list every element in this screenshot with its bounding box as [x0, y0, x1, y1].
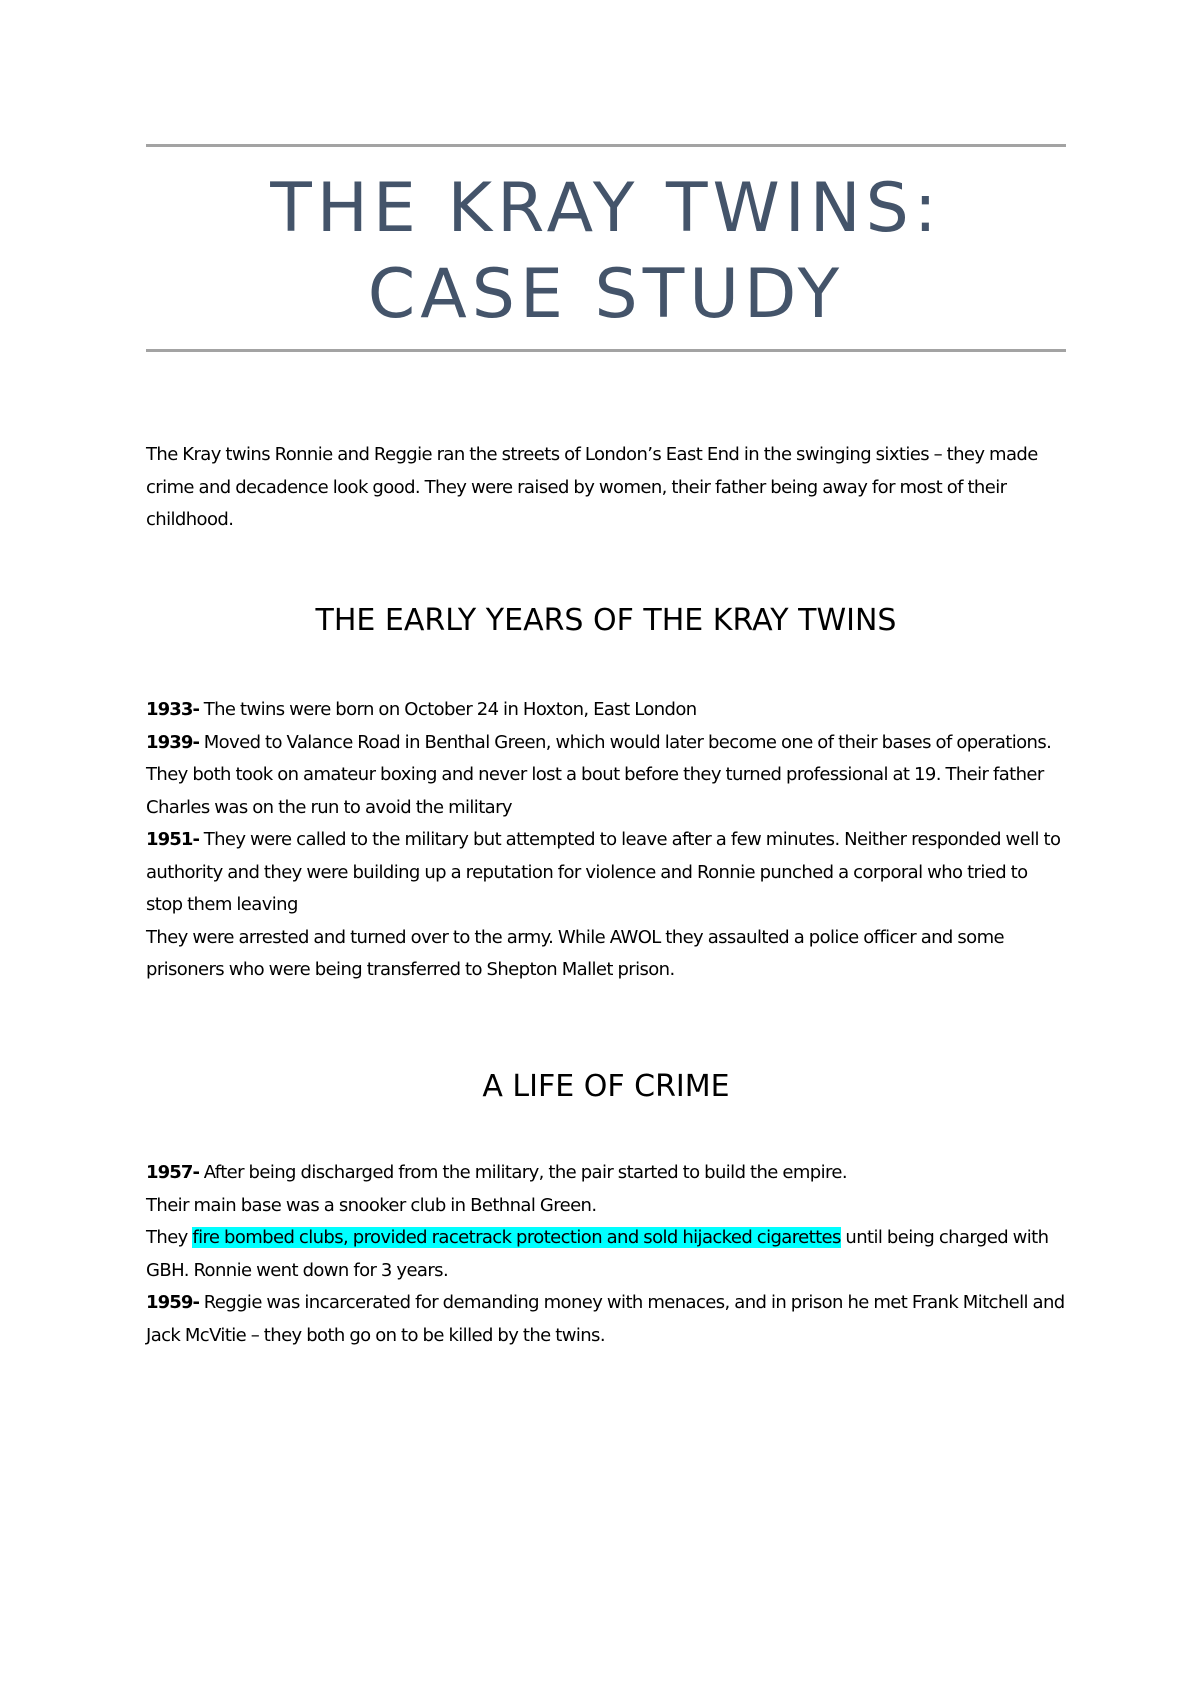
timeline-entry — [146, 1287, 1066, 1352]
section-heading-early-years: THE EARLY YEARS OF THE KRAY TWINS — [315, 603, 897, 638]
timeline-text: Moved to Valance Road in Benthal Green, which would later become one of their bases of operations. They both took on amateur boxing and never lost a bout before they turned professional at 19. Their father Charles was on the run to avoid the military — [146, 731, 1052, 818]
timeline-entry — [146, 1190, 1066, 1223]
timeline-text: After being discharged from the military, the pair started to build the empire. — [199, 1162, 848, 1183]
timeline-text: The twins were born on October 24 in Hoxton, East London — [199, 699, 697, 720]
timeline-entry — [146, 824, 1066, 922]
timeline-year: 1939- — [146, 731, 200, 753]
timeline-text: They were called to the military but attempted to leave after a few minutes. Neither responded well to authority and they were building up a reputation for violence and Ronnie punched a corporal who tried to stop them leaving — [146, 829, 1061, 915]
title-line-1: THE KRAY TWINS: — [270, 169, 942, 248]
highlighted-text: fire bombed clubs, provided racetrack protection and sold hijacked cigarettes — [192, 1227, 841, 1248]
section-early-years — [146, 694, 1066, 987]
timeline-entry — [146, 727, 1066, 825]
timeline-text: They were arrested and turned over to the army. While AWOL they assaulted a police officer and some prisoners who were being transferred to Shepton Mallet prison. — [146, 926, 1004, 980]
timeline-year: 1957- — [146, 1162, 200, 1183]
timeline-year: 1933- — [146, 699, 200, 720]
timeline-text: They — [146, 1227, 193, 1248]
timeline-entry — [146, 922, 1066, 987]
timeline-text: until being charged with GBH. Ronnie went down for 3 years. — [146, 1227, 1049, 1281]
timeline-entry — [146, 1157, 1066, 1190]
timeline-entry — [146, 1222, 1066, 1287]
section-heading-life-of-crime: A LIFE OF CRIME — [482, 1069, 730, 1104]
intro-text: The Kray twins Ronnie and Reggie ran the streets of London’s East End in the swinging sixties – they made crime and decadence look good. They were raised by women, their father being away for most of their childhood. — [146, 444, 1038, 530]
timeline-year: 1959- — [146, 1292, 200, 1313]
title-top-rule — [146, 144, 1066, 147]
intro-paragraph — [146, 439, 1066, 537]
document-title — [146, 166, 1066, 338]
timeline-text: Their main base was a snooker club in Bethnal Green. — [146, 1194, 597, 1216]
timeline-year: 1951- — [146, 829, 200, 850]
title-bottom-rule — [146, 349, 1066, 352]
section-life-of-crime — [146, 1157, 1066, 1352]
timeline-entry — [146, 694, 1066, 727]
timeline-text: Reggie was incarcerated for demanding money with menaces, and in prison he met Frank Mitchell and Jack McVitie – they both go on to be killed by the twins. — [146, 1292, 1065, 1346]
title-line-2: CASE STUDY — [367, 255, 845, 334]
